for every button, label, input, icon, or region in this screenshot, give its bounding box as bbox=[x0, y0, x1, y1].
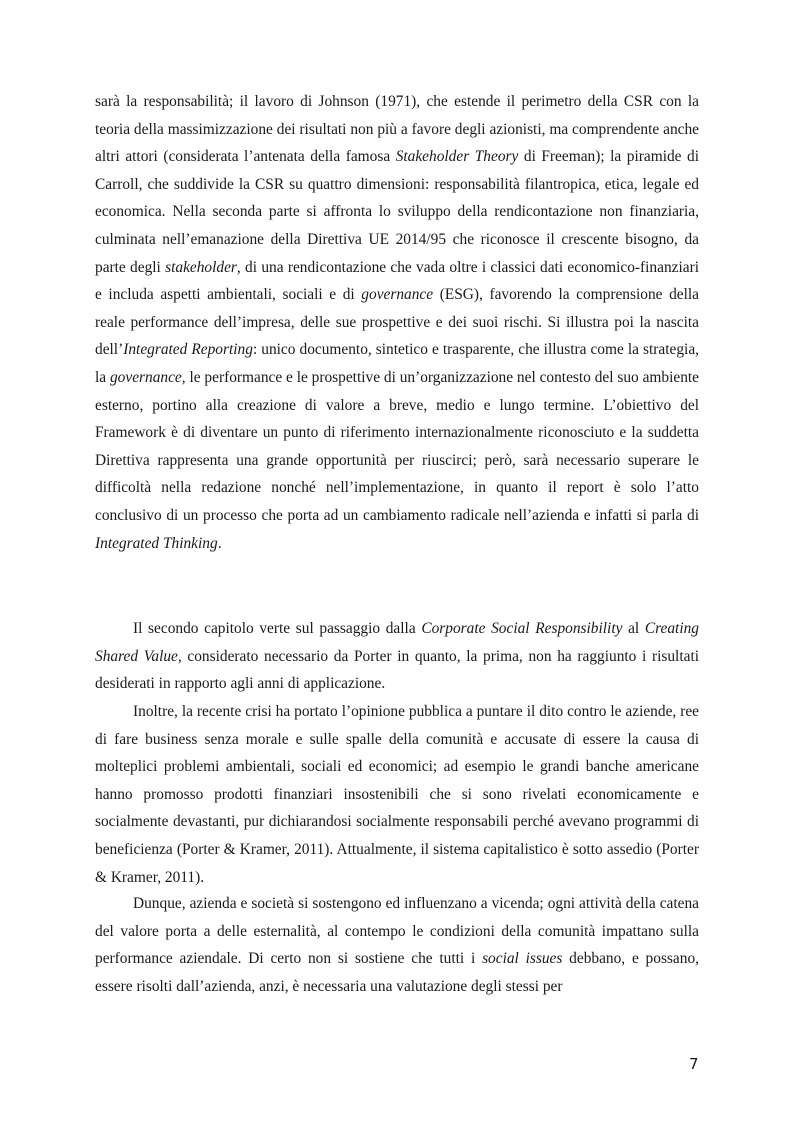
text-span: Inoltre, la recente crisi ha portato l’opinione pubblica a puntare il dito contro le aziende, ree di fare business senza morale e sulle spalle della comunità e accusate di essere la causa di molteplici problemi ambientali, sociali ed economici; ad esempio le grandi banche americane hanno promosso prodotti finanziari insostenibili che si sono rivelati economicamente e socialmente devastanti, pur dichiarandosi socialmente responsabili perché avevano programmi di beneficienza (Porter & Kramer, 2011). Attualmente, il sistema capitalistico è sotto assedio (Porter & Kramer, 2011). bbox=[95, 703, 699, 886]
text-span: debbano, e possano, essere risolti dall’azienda, anzi, è necessaria una valutazione degli stessi per bbox=[95, 950, 699, 995]
italic-term: stakeholder bbox=[165, 258, 237, 276]
italic-term: Stakeholder Theory bbox=[395, 148, 519, 166]
text-span: , considerato necessario da Porter in quanto, la prima, non ha raggiunto i risultati desiderati in rapporto agli anni di applicazione. bbox=[95, 647, 699, 693]
text-span: al bbox=[622, 620, 645, 637]
text-span: Il secondo capitolo verte sul passaggio dalla bbox=[133, 620, 422, 637]
paragraph-2 bbox=[95, 615, 699, 698]
text-span: Dunque, azienda e società si sostengono ed influenzano a vicenda; ogni attività della catena del valore porta a delle esternalità, al contempo le condizioni della comunità impattano sulla performance aziendale. Di certo non si sostiene che tutti i bbox=[95, 895, 699, 968]
italic-term: Integrated Thinking bbox=[95, 534, 218, 552]
italic-term: Corporate Social Responsibility bbox=[421, 620, 623, 637]
italic-term: Integrated Reporting bbox=[123, 341, 253, 359]
italic-term: governance bbox=[361, 286, 434, 304]
italic-term: governance bbox=[109, 368, 182, 386]
text-span: : unico documento, sintetico e trasparente, che illustra come la strategia, la bbox=[95, 341, 699, 386]
text-span: , le performance e le prospettive di un’organizzazione nel contesto del suo ambiente esterno, portino alla creazione di valore a breve, medio e lungo termine. L’obiettivo del Framework è di diventare un punto di riferimento internazionalmente riconosciuto e la suddetta Direttiva rappresenta una grande opportunità per riuscirci; però, sarà necessario superare le difficoltà nella redazione nonché nell’implementazione, in quanto il report è solo l’atto conclusivo di un processo che porta ad un cambiamento radicale nell’azienda e infatti si parla di bbox=[95, 368, 700, 524]
text-span: sarà la responsabilità; il lavoro di Johnson (1971), che estende il perimetro della CSR con la teoria della massimizzazione dei risultati non più a favore degli azionisti, ma comprendente anche altri attori (considerata l’antenata della famosa bbox=[95, 93, 699, 166]
text-span: . bbox=[217, 534, 222, 552]
text-span: (ESG), favorendo la comprensione della reale performance dell’impresa, delle sue prospettive e dei suoi rischi. Si illustra poi la nascita dell’ bbox=[95, 286, 699, 359]
paragraph-1 bbox=[95, 88, 699, 557]
paragraph-3 bbox=[95, 698, 699, 891]
italic-term: Creating Shared Value bbox=[95, 620, 699, 665]
italic-term: social issues bbox=[482, 950, 563, 968]
text-span: , di una rendicontazione che vada oltre i classici dati economico-finanziari e includa aspetti ambientali, sociali e di bbox=[95, 258, 699, 304]
text-span: di Freeman); la piramide di Carroll, che suddivide la CSR su quattro dimensioni: responsabilità filantropica, etica, legale ed economica. Nella seconda parte si affronta lo sviluppo della rendicontazione non finanziaria, culminata nell’emanazione della Direttiva UE 2014/95 che riconosce il crescente bisogno, da parte degli bbox=[95, 148, 699, 276]
paragraph-4 bbox=[95, 890, 699, 1000]
page-number: 7 bbox=[689, 1055, 699, 1073]
